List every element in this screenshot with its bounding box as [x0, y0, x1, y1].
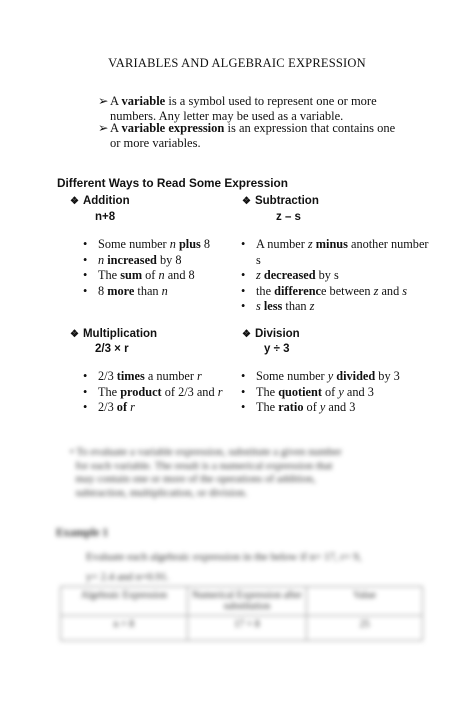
- division-expression: y ÷ 3: [264, 343, 290, 355]
- list-item: • Some number n plus 8: [83, 237, 210, 253]
- diamond-bullet-icon: ❖: [70, 329, 79, 340]
- example-table: [60, 586, 423, 641]
- table-header: Algebraic Expression: [61, 587, 188, 616]
- list-item: • A number z minus another number s: [241, 237, 461, 268]
- list-item: • z decreased by s: [241, 268, 461, 284]
- intro-bullet-variable: ➢ A variable is a symbol used to represent one or more numbers. Any letter may be used as a variable.: [98, 94, 377, 123]
- list-item: • n increased by 8: [83, 253, 210, 269]
- table-row: [61, 616, 423, 641]
- division-heading: ❖ Division: [242, 328, 300, 340]
- addition-heading: ❖ Addition: [70, 195, 130, 207]
- multiplication-heading: ❖ Multiplication: [70, 328, 158, 340]
- diamond-bullet-icon: ❖: [70, 196, 79, 207]
- list-item: • 2/3 of r: [83, 400, 222, 416]
- example-label: Example 1: [56, 527, 109, 539]
- list-item: • The sum of n and 8: [83, 268, 210, 284]
- table-cell: n + 8: [61, 616, 188, 641]
- list-item: • The product of 2/3 and r: [83, 385, 222, 401]
- list-item: • Some number y divided by 3: [241, 369, 400, 385]
- example-text: Evaluate each algebraic expression in the below if n= 17, r= 9, y= 2.4 and n=0.91.: [86, 551, 362, 583]
- addition-expression: n+8: [95, 211, 116, 223]
- table-header: Value: [307, 587, 423, 616]
- table-cell: 17 + 8: [187, 616, 306, 641]
- intro-bullet-variable-expression: ➢ A variable expression is an expression that contains one or more variables.: [98, 121, 396, 150]
- list-item: • The quotient of y and 3: [241, 385, 400, 401]
- diamond-bullet-icon: ❖: [242, 196, 251, 207]
- blurred-paragraph: • To evaluate a variable expression, substitute a given number for each variable. The result is a numerical expression that may contain one or more of the operations of addition, subtraction, multiplication, or division.: [70, 446, 342, 499]
- arrow-bullet-icon: ➢: [98, 121, 109, 135]
- subtraction-list: [241, 237, 461, 315]
- page-title: VARIABLES AND ALGEBRAIC EXPRESSION: [108, 56, 366, 70]
- diamond-bullet-icon: ❖: [242, 329, 251, 340]
- arrow-bullet-icon: ➢: [98, 94, 109, 108]
- division-list: [241, 369, 400, 416]
- table-header-row: [61, 587, 423, 616]
- list-item: • the difference between z and s: [241, 284, 461, 300]
- list-item: • 2/3 times a number r: [83, 369, 222, 385]
- addition-list: [83, 237, 210, 299]
- list-item: • 8 more than n: [83, 284, 210, 300]
- section-heading: Different Ways to Read Some Expression: [57, 176, 288, 190]
- list-item: • The ratio of y and 3: [241, 400, 400, 416]
- multiplication-expression: 2/3 × r: [95, 343, 129, 355]
- subtraction-expression: z – s: [276, 211, 301, 223]
- list-item: • s less than z: [241, 299, 461, 315]
- multiplication-list: [83, 369, 222, 416]
- table-header: Numerical Expression after substitution: [187, 587, 306, 616]
- table-cell: 25: [307, 616, 423, 641]
- subtraction-heading: ❖ Subtraction: [242, 195, 319, 207]
